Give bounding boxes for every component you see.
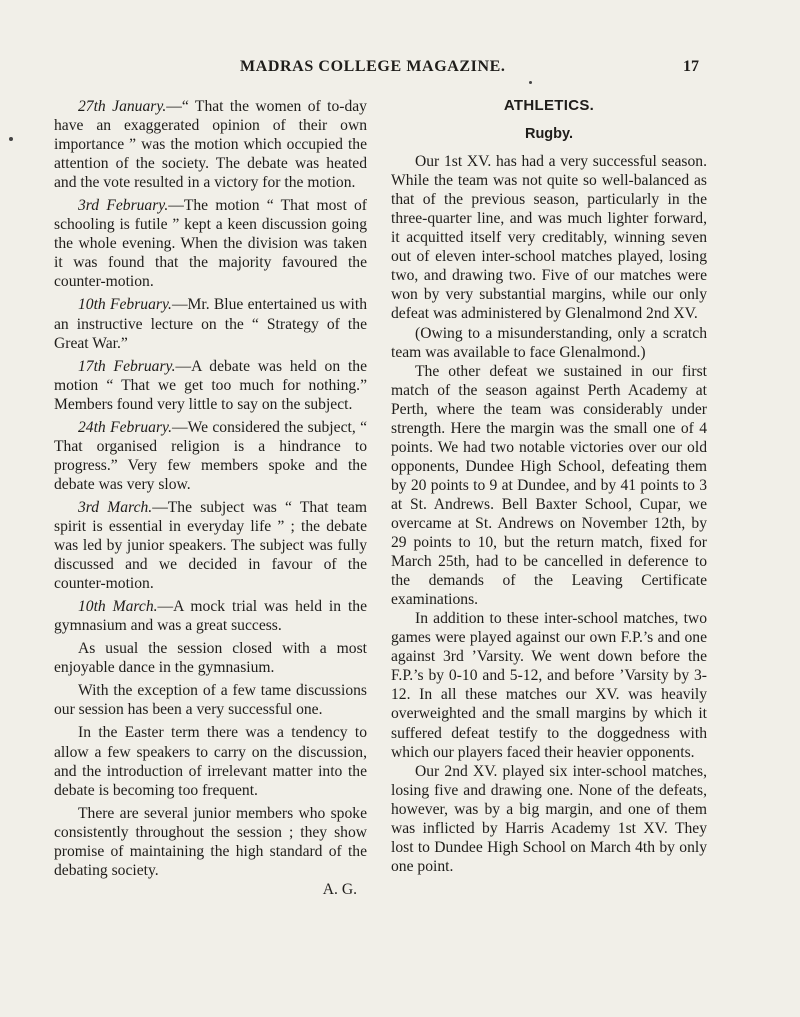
debate-entry bbox=[54, 418, 367, 494]
entry-text: —A debate was held on the motion “ That we get too much for nothing.” Members found very little to say on the subject. bbox=[54, 357, 367, 413]
entry-date: 10th February. bbox=[78, 296, 172, 314]
margin-speck bbox=[529, 81, 532, 84]
athletics-column bbox=[391, 96, 707, 876]
body-paragraph: In addition to these inter-school matches, two games were played against our own F.P.’s and one against 3rd ’Varsity. We went down before the F.P.’s by 0-10 and 5-12, and before ’Varsity by 3-12. In all these matches our XV. was heavily overweighted and the small margins by which it suffered defeat testify to the doggedness with which our players faced their heavier opponents. bbox=[391, 610, 707, 761]
entry-date: 24th February. bbox=[78, 418, 173, 436]
body-paragraph bbox=[54, 723, 367, 799]
debate-entry bbox=[54, 597, 367, 635]
debate-entry bbox=[54, 196, 367, 291]
paragraph-text: There are several junior members who spoke consistently throughout the session ; they show promise of maintaining the high standard of the debating society. bbox=[54, 804, 367, 879]
body-paragraph bbox=[54, 804, 367, 880]
entry-text: —“ That the women of to-day have an exaggerated opinion of their own importance ” was the motion which occupied the attention of the society. The debate was heated and the vote resulted in a victory for the motion. bbox=[54, 98, 367, 192]
body-paragraph bbox=[54, 639, 367, 677]
running-header-title: MADRAS COLLEGE MAGAZINE. bbox=[240, 58, 506, 75]
debating-society-column bbox=[54, 97, 367, 903]
debate-entry bbox=[54, 357, 367, 414]
entry-text: —We considered the subject, “ That organised religion is a hindrance to progress.” Very few members spoke and the debate was very slow. bbox=[54, 418, 367, 493]
paragraph-text: As usual the session closed with a most enjoyable dance in the gymnasium. bbox=[54, 640, 367, 677]
debate-entry bbox=[54, 295, 367, 352]
entry-date: 10th March. bbox=[78, 598, 158, 616]
entry-date: 17th February. bbox=[78, 357, 176, 375]
entry-date: 27th January. bbox=[78, 98, 167, 115]
paragraph-text: In the Easter term there was a tendency to allow a few speakers to carry on the discussion, and the introduction of irrelevant matter into the debate is becoming too frequent. bbox=[54, 724, 367, 799]
margin-speck bbox=[9, 137, 13, 141]
debate-entry bbox=[54, 498, 367, 593]
entry-text: —The motion “ That most of schooling is futile ” kept a keen discussion going the whole evening. When the division was taken it was found that the majority favoured the counter-motion. bbox=[54, 197, 368, 291]
section-heading: ATHLETICS. bbox=[503, 97, 595, 114]
body-paragraph: (Owing to a misunderstanding, only a scratch team was available to face Glenalmond.) bbox=[391, 324, 707, 361]
entry-text: —Mr. Blue entertained us with an instructive lecture on the “ Strategy of the Great War.” bbox=[54, 296, 368, 352]
entry-date: 3rd March. bbox=[78, 498, 153, 516]
body-paragraph: Our 1st XV. has had a very successful season. While the team was not quite so well-balanced as that of the previous season, particularly in the three-quarter line, and was much lighter forward, it acquitted itself very creditably, winning seven out of eleven inter-school matches played, losing two, and drawing two. Five of our matches were won by very substantial margins, while our only defeat was administered by Glenalmond 2nd XV. bbox=[391, 153, 707, 323]
sub-heading: Rugby. bbox=[524, 126, 574, 143]
paragraph-text: With the exception of a few tame discussions our session has been a very successful one. bbox=[54, 682, 367, 719]
entry-date: 3rd February. bbox=[78, 197, 169, 215]
entry-text: —The subject was “ That team spirit is essential in everyday life ” ; the debate was led by junior speakers. The subject was fully discussed and we decided in favour of the counter-motion. bbox=[54, 498, 367, 593]
author-signature: A. G. bbox=[322, 880, 357, 898]
body-paragraph: Our 2nd XV. played six inter-school matches, losing five and drawing one. None of the defeats, however, was by a big margin, and one of them was inflicted by Harris Academy 1st XV. They lost to Dundee High School on March 4th by only one point. bbox=[391, 762, 707, 875]
entry-text: —A mock trial was held in the gymnasium and was a great success. bbox=[54, 598, 368, 635]
debate-entry bbox=[54, 97, 367, 192]
body-paragraph: The other defeat we sustained in our first match of the season against Perth Academy at Perth, where the team was considerably under strength. Here the margin was the small one of 4 points. We had two notable victories over our old opponents, Dundee High School, defeating them by 20 points to 9 at Dundee, and by 41 points to 3 at St. Andrews. Bell Baxter School, Cupar, we overcame at St. Andrews on November 12th, by 29 points to 10, but the return match, fixed for March 25th, had to be cancelled in deference to the demands of the Leaving Certificate examinations. bbox=[391, 362, 707, 609]
body-paragraph bbox=[54, 681, 367, 719]
page-number: 17 bbox=[683, 58, 699, 75]
